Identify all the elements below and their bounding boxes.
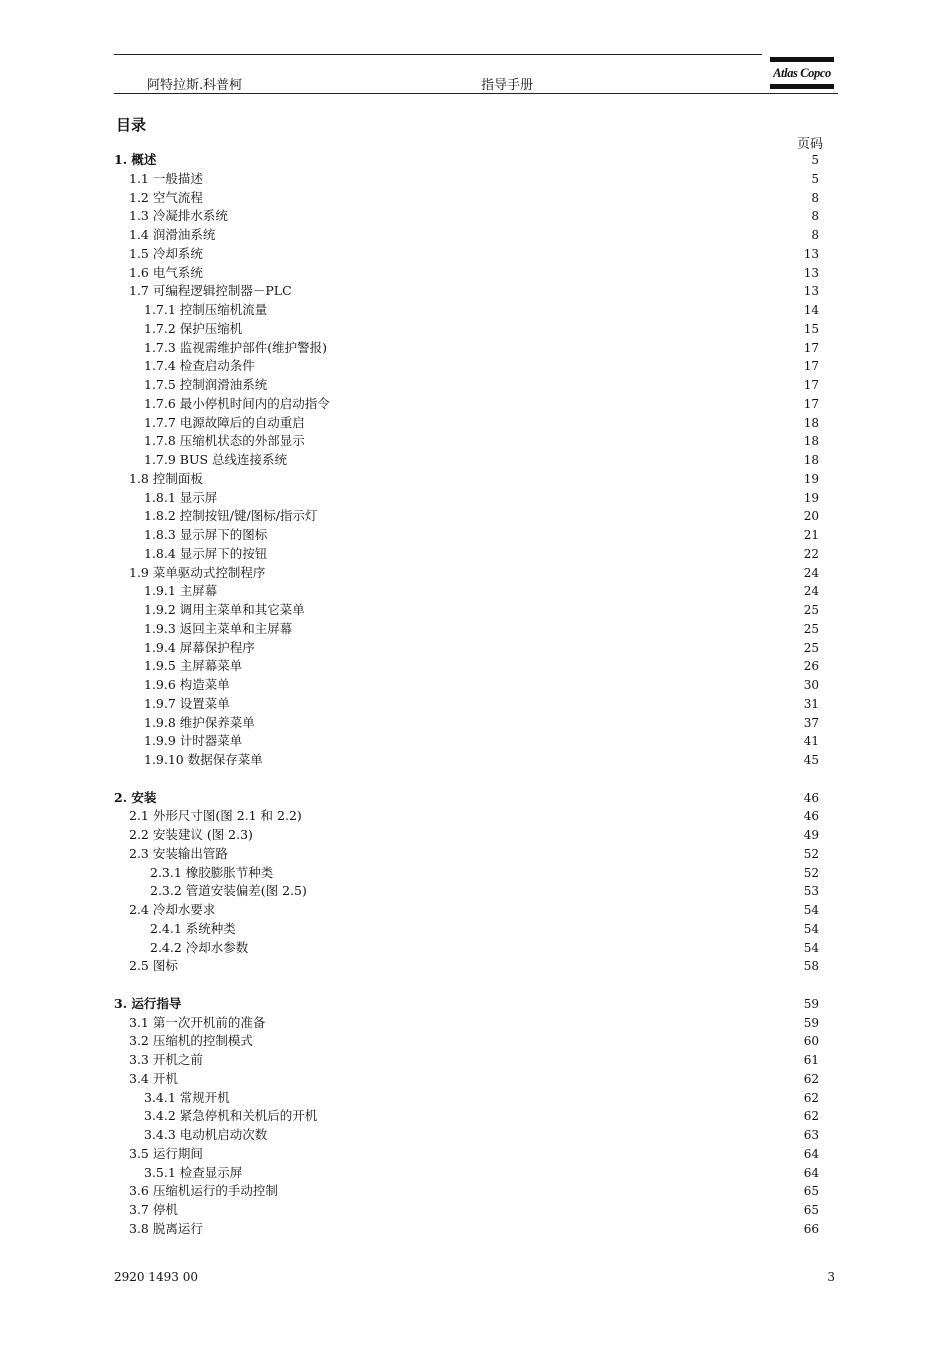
toc-entry-title: 3.1 第一次开机前的准备 <box>129 1014 266 1030</box>
toc-entry-row[interactable] <box>0 376 950 395</box>
toc-entry-page: 5 <box>811 153 819 167</box>
toc-entry-row[interactable] <box>0 676 950 695</box>
toc-entry-title: 1.6 电气系统 <box>129 264 203 280</box>
toc-entry-row[interactable] <box>0 1051 950 1070</box>
toc-entry-row[interactable] <box>0 1107 950 1126</box>
section-gap <box>0 770 950 789</box>
toc-entry-title: 3.5.1 检查显示屏 <box>144 1164 243 1180</box>
toc-entry-title: 2.4 冷却水要求 <box>129 902 216 917</box>
toc-entry-title: 2.5 图标 <box>129 958 178 974</box>
header-rule-bottom <box>114 93 838 94</box>
toc-entry-row[interactable] <box>0 1014 950 1033</box>
toc-entry-title: 1.8 控制面板 <box>129 470 203 486</box>
toc-page-column-label: 页码 <box>796 137 823 152</box>
toc-entry-row[interactable] <box>0 582 950 601</box>
toc-entry-title: 1.9.4 屏幕保护程序 <box>144 639 255 655</box>
toc-entry-title: 1.9.7 设置菜单 <box>144 695 230 711</box>
toc-entry-page: 60 <box>803 1034 819 1049</box>
toc-entry-title: 1.8.4 显示屏下的按钮 <box>144 545 268 561</box>
header-rule-top <box>114 54 762 55</box>
toc-entry-title: 1.7.5 控制润滑油系统 <box>144 377 268 392</box>
atlas-copco-logo <box>770 57 834 89</box>
toc-entry-row[interactable] <box>0 920 950 939</box>
toc-entry-row[interactable] <box>0 695 950 714</box>
toc-entry-title: 2.3.2 管道安装偏差(图 2.5) <box>150 883 307 899</box>
toc-entry-page: 25 <box>803 621 819 636</box>
logo-bar-bottom <box>770 84 834 89</box>
section-gap <box>0 976 950 995</box>
toc-entry-row[interactable] <box>0 732 950 751</box>
toc-title: 目录 <box>116 116 147 134</box>
toc-entry-title: 1.7.1 控制压缩机流量 <box>144 302 268 317</box>
toc-chapter-row[interactable] <box>0 151 950 170</box>
toc-entry-page: 66 <box>803 1221 819 1236</box>
toc-entry-title: 1.8.2 控制按钮/键/图标/指示灯 <box>144 508 318 524</box>
toc-entry-row[interactable] <box>0 1089 950 1108</box>
toc-entry-title: 1.4 润滑油系统 <box>129 227 216 242</box>
logo-wordmark: Atlas Copco <box>773 66 831 80</box>
toc-entry-row[interactable] <box>0 714 950 733</box>
toc-entry-row[interactable] <box>0 245 950 264</box>
toc-entry-title: 3.4 开机 <box>129 1070 178 1086</box>
toc-entry-page: 18 <box>803 453 819 467</box>
toc-entry-page: 46 <box>803 809 819 824</box>
toc-entry-row[interactable] <box>0 751 950 770</box>
toc-entry-page: 20 <box>803 509 819 524</box>
toc-entry-title: 1.8.3 显示屏下的图标 <box>144 527 268 542</box>
toc-entry-title: 3.5 运行期间 <box>129 1145 203 1161</box>
toc-entry-page: 22 <box>803 546 819 561</box>
toc-entry-page: 26 <box>803 659 819 674</box>
toc-entry-title: 1.5 冷却系统 <box>129 245 203 261</box>
toc-entry-page: 25 <box>803 640 819 655</box>
toc-entry-row[interactable] <box>0 339 950 358</box>
toc-entry-title: 1.7.9 BUS 总线连接系统 <box>144 452 288 467</box>
toc-entry-row[interactable] <box>0 301 950 320</box>
toc-entry-row[interactable] <box>0 1070 950 1089</box>
toc-entry-title: 3.2 压缩机的控制模式 <box>129 1033 253 1049</box>
toc-entry-row[interactable] <box>0 470 950 489</box>
toc-entry-page: 13 <box>803 284 819 299</box>
toc-entry-title: 1.9.2 调用主菜单和其它菜单 <box>144 602 305 617</box>
toc-entry-page: 31 <box>803 696 819 711</box>
toc-entry-page: 65 <box>803 1203 819 1217</box>
toc-entry-title: 1.9.6 构造菜单 <box>144 677 230 692</box>
toc-entry-page: 63 <box>803 1128 819 1142</box>
toc-entry-page: 8 <box>811 228 819 242</box>
toc-entry-page: 24 <box>803 565 819 580</box>
toc-entry-title: 1.7.8 压缩机状态的外部显示 <box>144 433 305 449</box>
toc-entry-row[interactable] <box>0 320 950 339</box>
toc-entry-row[interactable] <box>0 507 950 526</box>
toc-entry-page: 62 <box>803 1071 819 1086</box>
toc-entry-page: 5 <box>811 171 819 186</box>
toc-entry-page: 54 <box>803 903 819 917</box>
toc-entry-title: 1.7 可编程逻辑控制器－PLC <box>129 283 292 299</box>
toc-entry-title: 3.4.3 电动机启动次数 <box>144 1127 268 1142</box>
toc-entry-title: 1.9.5 主屏幕菜单 <box>144 658 243 674</box>
toc-entry-title: 1.9.9 计时器菜单 <box>144 733 243 749</box>
toc-entry-title: 1.7.4 检查启动条件 <box>144 358 255 374</box>
toc-entry-row[interactable] <box>0 864 950 883</box>
toc-entry-title: 2.4.2 冷却水参数 <box>150 939 249 955</box>
toc-entry-row[interactable] <box>0 1126 950 1145</box>
toc-entry-page: 54 <box>803 940 819 955</box>
toc-entry-row[interactable] <box>0 207 950 226</box>
table-of-contents <box>0 151 950 1239</box>
toc-entry-page: 13 <box>803 246 819 261</box>
toc-entry-title: 1.8.1 显示屏 <box>144 489 218 505</box>
toc-entry-page: 21 <box>803 528 819 542</box>
toc-entry-row[interactable] <box>0 826 950 845</box>
toc-entry-row[interactable] <box>0 564 950 583</box>
toc-entry-row[interactable] <box>0 526 950 545</box>
toc-entry-row[interactable] <box>0 901 950 920</box>
toc-entry-page: 64 <box>803 1165 819 1180</box>
toc-entry-title: 1. 概述 <box>114 152 157 167</box>
toc-entry-row[interactable] <box>0 1201 950 1220</box>
toc-entry-title: 1.7.3 监视需维护部件(维护警报) <box>144 339 328 355</box>
toc-entry-row[interactable] <box>0 657 950 676</box>
toc-entry-page: 14 <box>803 303 819 317</box>
toc-entry-page: 18 <box>803 434 819 449</box>
toc-entry-page: 41 <box>803 734 819 749</box>
toc-entry-page: 25 <box>803 603 819 617</box>
toc-entry-title: 1.1 一般描述 <box>129 170 203 186</box>
toc-entry-row[interactable] <box>0 845 950 864</box>
toc-entry-page: 65 <box>803 1184 819 1199</box>
toc-entry-page: 61 <box>803 1053 819 1067</box>
toc-entry-title: 3.6 压缩机运行的手动控制 <box>129 1183 278 1199</box>
toc-entry-row[interactable] <box>0 226 950 245</box>
toc-entry-row[interactable] <box>0 957 950 976</box>
toc-entry-row[interactable] <box>0 170 950 189</box>
toc-entry-page: 8 <box>811 209 819 224</box>
toc-entry-title: 2. 安装 <box>114 789 157 805</box>
toc-entry-row[interactable] <box>0 601 950 620</box>
logo-bar-top <box>770 57 834 62</box>
toc-entry-row[interactable] <box>0 1182 950 1201</box>
toc-entry-row[interactable] <box>0 357 950 376</box>
toc-entry-page: 15 <box>803 321 819 336</box>
toc-entry-row[interactable] <box>0 451 950 470</box>
toc-entry-page: 17 <box>803 396 819 411</box>
toc-entry-title: 2.3.1 橡胶膨胀节种类 <box>150 864 274 880</box>
toc-entry-row[interactable] <box>0 1220 950 1239</box>
toc-entry-title: 1.9.3 返回主菜单和主屏幕 <box>144 620 293 636</box>
toc-entry-title: 1.9.1 主屏幕 <box>144 583 218 599</box>
toc-entry-page: 62 <box>803 1090 819 1105</box>
footer-page-number: 3 <box>827 1270 835 1284</box>
toc-entry-row[interactable] <box>0 1145 950 1164</box>
toc-entry-page: 46 <box>803 790 819 805</box>
toc-entry-page: 17 <box>803 378 819 392</box>
header-company-name: 阿特拉斯.科普柯 <box>147 78 243 93</box>
toc-entry-row[interactable] <box>0 545 950 564</box>
toc-entry-title: 1.9.10 数据保存菜单 <box>144 752 263 767</box>
toc-entry-page: 54 <box>803 921 819 936</box>
toc-entry-row[interactable] <box>0 395 950 414</box>
toc-entry-row[interactable] <box>0 264 950 283</box>
toc-entry-title: 3.3 开机之前 <box>129 1052 203 1067</box>
toc-entry-title: 2.4.1 系统种类 <box>150 920 236 936</box>
toc-entry-page: 59 <box>803 1015 819 1030</box>
toc-entry-page: 49 <box>803 828 819 842</box>
toc-entry-page: 45 <box>803 753 819 767</box>
toc-entry-row[interactable] <box>0 189 950 208</box>
toc-entry-page: 52 <box>803 865 819 880</box>
toc-entry-row[interactable] <box>0 1164 950 1183</box>
toc-entry-title: 3.7 停机 <box>129 1202 178 1217</box>
toc-entry-title: 1.3 冷凝排水系统 <box>129 208 228 224</box>
toc-chapter-row[interactable] <box>0 995 950 1014</box>
toc-entry-title: 1.9 菜单驱动式控制程序 <box>129 564 266 580</box>
toc-entry-page: 62 <box>803 1109 819 1124</box>
toc-chapter-row[interactable] <box>0 789 950 808</box>
toc-entry-row[interactable] <box>0 639 950 658</box>
toc-entry-title: 2.3 安装输出管路 <box>129 845 228 861</box>
header-document-type: 指导手册 <box>481 78 534 93</box>
toc-entry-page: 17 <box>803 359 819 374</box>
toc-entry-row[interactable] <box>0 1032 950 1051</box>
toc-entry-title: 1.7.7 电源故障后的自动重启 <box>144 414 305 430</box>
toc-entry-title: 1.7.6 最小停机时间内的启动指令 <box>144 395 330 411</box>
toc-entry-title: 1.7.2 保护压缩机 <box>144 320 243 336</box>
toc-entry-page: 13 <box>803 265 819 280</box>
toc-entry-row[interactable] <box>0 807 950 826</box>
toc-entry-page: 19 <box>803 471 819 486</box>
toc-entry-page: 58 <box>803 959 819 974</box>
toc-entry-page: 18 <box>803 415 819 430</box>
toc-entry-page: 8 <box>811 190 819 205</box>
toc-entry-title: 1.9.8 维护保养菜单 <box>144 714 255 730</box>
toc-entry-row[interactable] <box>0 432 950 451</box>
toc-entry-title: 2.1 外形尺寸图(图 2.1 和 2.2) <box>129 808 302 824</box>
toc-entry-title: 1.2 空气流程 <box>129 189 203 205</box>
toc-entry-title: 3.8 脱离运行 <box>129 1220 203 1236</box>
toc-entry-page: 64 <box>803 1146 819 1161</box>
toc-entry-title: 3.4.2 紧急停机和关机后的开机 <box>144 1108 318 1124</box>
toc-entry-row[interactable] <box>0 489 950 508</box>
toc-entry-page: 37 <box>803 715 819 730</box>
toc-entry-row[interactable] <box>0 620 950 639</box>
toc-entry-title: 2.2 安装建议 (图 2.3) <box>129 827 253 842</box>
toc-entry-page: 24 <box>803 584 819 599</box>
toc-entry-row[interactable] <box>0 282 950 301</box>
toc-entry-page: 19 <box>803 490 819 505</box>
toc-entry-row[interactable] <box>0 939 950 958</box>
toc-entry-page: 53 <box>803 884 819 899</box>
toc-entry-page: 30 <box>803 678 819 692</box>
toc-entry-page: 52 <box>803 846 819 861</box>
footer-document-number: 2920 1493 00 <box>114 1270 198 1284</box>
toc-entry-title: 3. 运行指导 <box>114 995 182 1011</box>
toc-entry-page: 59 <box>803 996 819 1011</box>
toc-entry-title: 3.4.1 常规开机 <box>144 1089 230 1105</box>
toc-entry-row[interactable] <box>0 414 950 433</box>
toc-entry-row[interactable] <box>0 882 950 901</box>
toc-entry-page: 17 <box>803 340 819 355</box>
